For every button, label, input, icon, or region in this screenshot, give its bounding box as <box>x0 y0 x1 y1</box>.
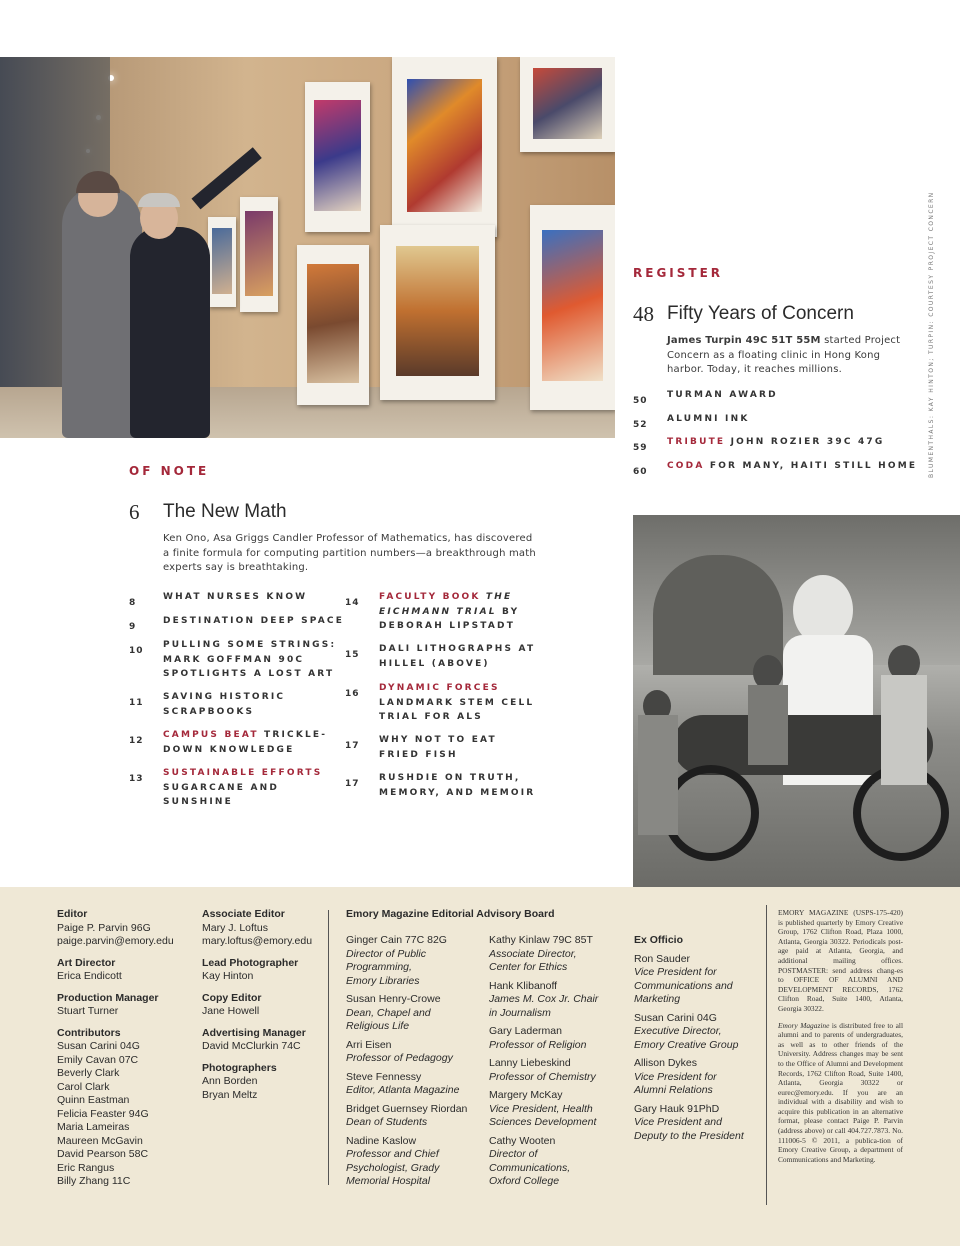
register-item[interactable]: 60 CODA FOR MANY, HAITI STILL HOME <box>633 461 918 477</box>
of-note-feature-title[interactable]: The New Math <box>163 501 287 522</box>
board-title: Emory Magazine Editorial Advisory Board <box>346 908 555 920</box>
board-col2: Kathy Kinlaw 79C 85T Associate Director, Center for Ethics Hank Klibanoff James M. Cox Jr. Chair in Journalism Gary Laderman Professor of Religion Lanny Liebeskind Professor of Chemistry Margery McKay Vice President, Health Sciences Development Cathy Wooten Director of Communications, Oxford College <box>489 934 599 1187</box>
register-item[interactable]: 59 TRIBUTE JOHN ROZIER 39C 47G <box>633 437 885 453</box>
man-figure <box>130 227 210 438</box>
of-note-label: OF NOTE <box>129 464 210 478</box>
associate-editor-email-link[interactable]: mary.loftus@emory.edu <box>202 935 313 947</box>
fine-print-divider <box>766 905 767 1205</box>
of-note-item[interactable]: 10 PULLING SOME STRINGS: MARK GOFFMAN 90C SPOTLIGHTS A LOST ART <box>129 640 337 679</box>
of-note-item[interactable]: 16 DYNAMIC FORCES LANDMARK STEM CELL TRIAL FOR ALS <box>345 683 535 722</box>
motorbike-photo <box>633 515 960 887</box>
register-feature-desc: James Turpin 49C 51T 55M started Project Concern as a floating clinic in Hong Kong harbor. Today, it reaches millions. <box>667 335 901 375</box>
board-col1: Ginger Cain 77C 82G Director of Public Programming, Emory Libraries Susan Henry-Crowe Dean, Chapel and Religious Life Arri Eisen Professor of Pedagogy Steve Fennessy Editor, Atlanta Magazine Bridget Guernsey Riordan Dean of Students Nadine Kaslow Professor and Chief Psychologist, Grady Memorial Hospital <box>346 934 468 1187</box>
masthead-divider <box>328 910 329 1185</box>
of-note-item[interactable]: 13 SUSTAINABLE EFFORTS SUGARCANE AND SUNSHINE <box>129 768 323 807</box>
of-note-item[interactable]: 11 SAVING HISTORIC SCRAPBOOKS <box>129 692 286 717</box>
masthead-staff-col2: Associate Editor Mary J. Loftus mary.loftus@emory.edu Lead Photographer Kay Hinton Copy Editor Jane Howell Advertising Manager David McClurkin 74C Photographers Ann Borden Bryan Meltz <box>202 908 327 1102</box>
register-feature-title[interactable]: Fifty Years of Concern <box>667 303 854 324</box>
register-feature-number: 48 <box>633 302 654 326</box>
gallery-photo <box>0 57 615 438</box>
of-note-item[interactable]: 17 RUSHDIE ON TRUTH, MEMORY, AND MEMOIR <box>345 773 536 798</box>
editor-email-link[interactable]: paige.parvin@emory.edu <box>57 935 174 947</box>
of-note-feature-number: 6 <box>129 500 140 524</box>
of-note-item[interactable]: 14 FACULTY BOOK THE EICHMANN TRIAL BY DEBORAH LIPSTADT <box>345 592 520 631</box>
register-label: REGISTER <box>633 266 724 280</box>
of-note-item[interactable]: 9 DESTINATION DEEP SPACE <box>129 616 345 632</box>
register-feature-desc-bold: James Turpin 49C 51T 55M <box>667 335 821 346</box>
of-note-feature-desc: Ken Ono, Asa Griggs Candler Professor of Mathematics, has discovered a finite formula for computing partition numbers—a breakthrough math experts say is breathtaking. <box>163 533 536 573</box>
masthead-staff-col1: Editor Paige P. Parvin 96G paige.parvin@emory.edu Art Director Erica Endicott Production Manager Stuart Turner Contributors Susan Carini 04G Emily Cavan 07C Beverly Clark Carol Clark Quinn Eastman Felicia Feaster 94G Maria Lameiras Maureen McGavin David Pearson 58C Eric Rangus Billy Zhang 11C <box>57 908 197 1189</box>
of-note-item[interactable]: 8 WHAT NURSES KNOW <box>129 592 308 608</box>
of-note-item[interactable]: 15 DALI LITHOGRAPHS AT HILLEL (ABOVE) <box>345 644 536 669</box>
of-note-item[interactable]: 12 CAMPUS BEAT TRICKLE- DOWN KNOWLEDGE <box>129 730 328 755</box>
fine-print: EMORY MAGAZINE (USPS-175-420) is published quarterly by Emory Creative Group, 1762 Clifton Road, Plaza 1000, Atlanta, Georgia 30322. Periodicals post-age paid at Atlanta, Georgia, and additional mailing offices. POSTMASTER: send address chang-es to OFFICE OF ALUMNI AND DEVELOPMENT RECORDS, 1762 Clifton Road, Suite 1400, Atlanta, Georgia 30322. Emory Magazine is distributed free to all alumni and to parents of undergraduates, as well as to other friends of the University. Address changes may be sent to the Office of Alumni and Development Records, 1762 Clifton Road, Suite 1400, Atlanta, Georgia 30322 or eurec@emory.edu. If you are an individual with a disability and wish to acquire this publication in an alternative format, please contact Paige P. Parvin (address above) or call 404.727.7873. No. 111006-5 © 2011, a publica-tion of Emory Creative Group, a department of Communications and Marketing. <box>778 908 904 1164</box>
of-note-item[interactable]: 17 WHY NOT TO EAT FRIED FISH <box>345 735 497 760</box>
photo-credit: BLUMENTHALS: KAY HINTON; TURPIN: COURTESY PROJECT CONCERN <box>928 191 935 478</box>
ex-officio: Ex Officio Ron Sauder Vice President for Communications and Marketing Susan Carini 04G Executive Director, Emory Creative Group Allison Dykes Vice President for Alumni Relations Gary Hauk 91PhD Vice President and Deputy to the President <box>634 934 744 1142</box>
register-item[interactable]: 50 TURMAN AWARD <box>633 390 778 406</box>
register-item[interactable]: 52 ALUMNI INK <box>633 414 750 430</box>
